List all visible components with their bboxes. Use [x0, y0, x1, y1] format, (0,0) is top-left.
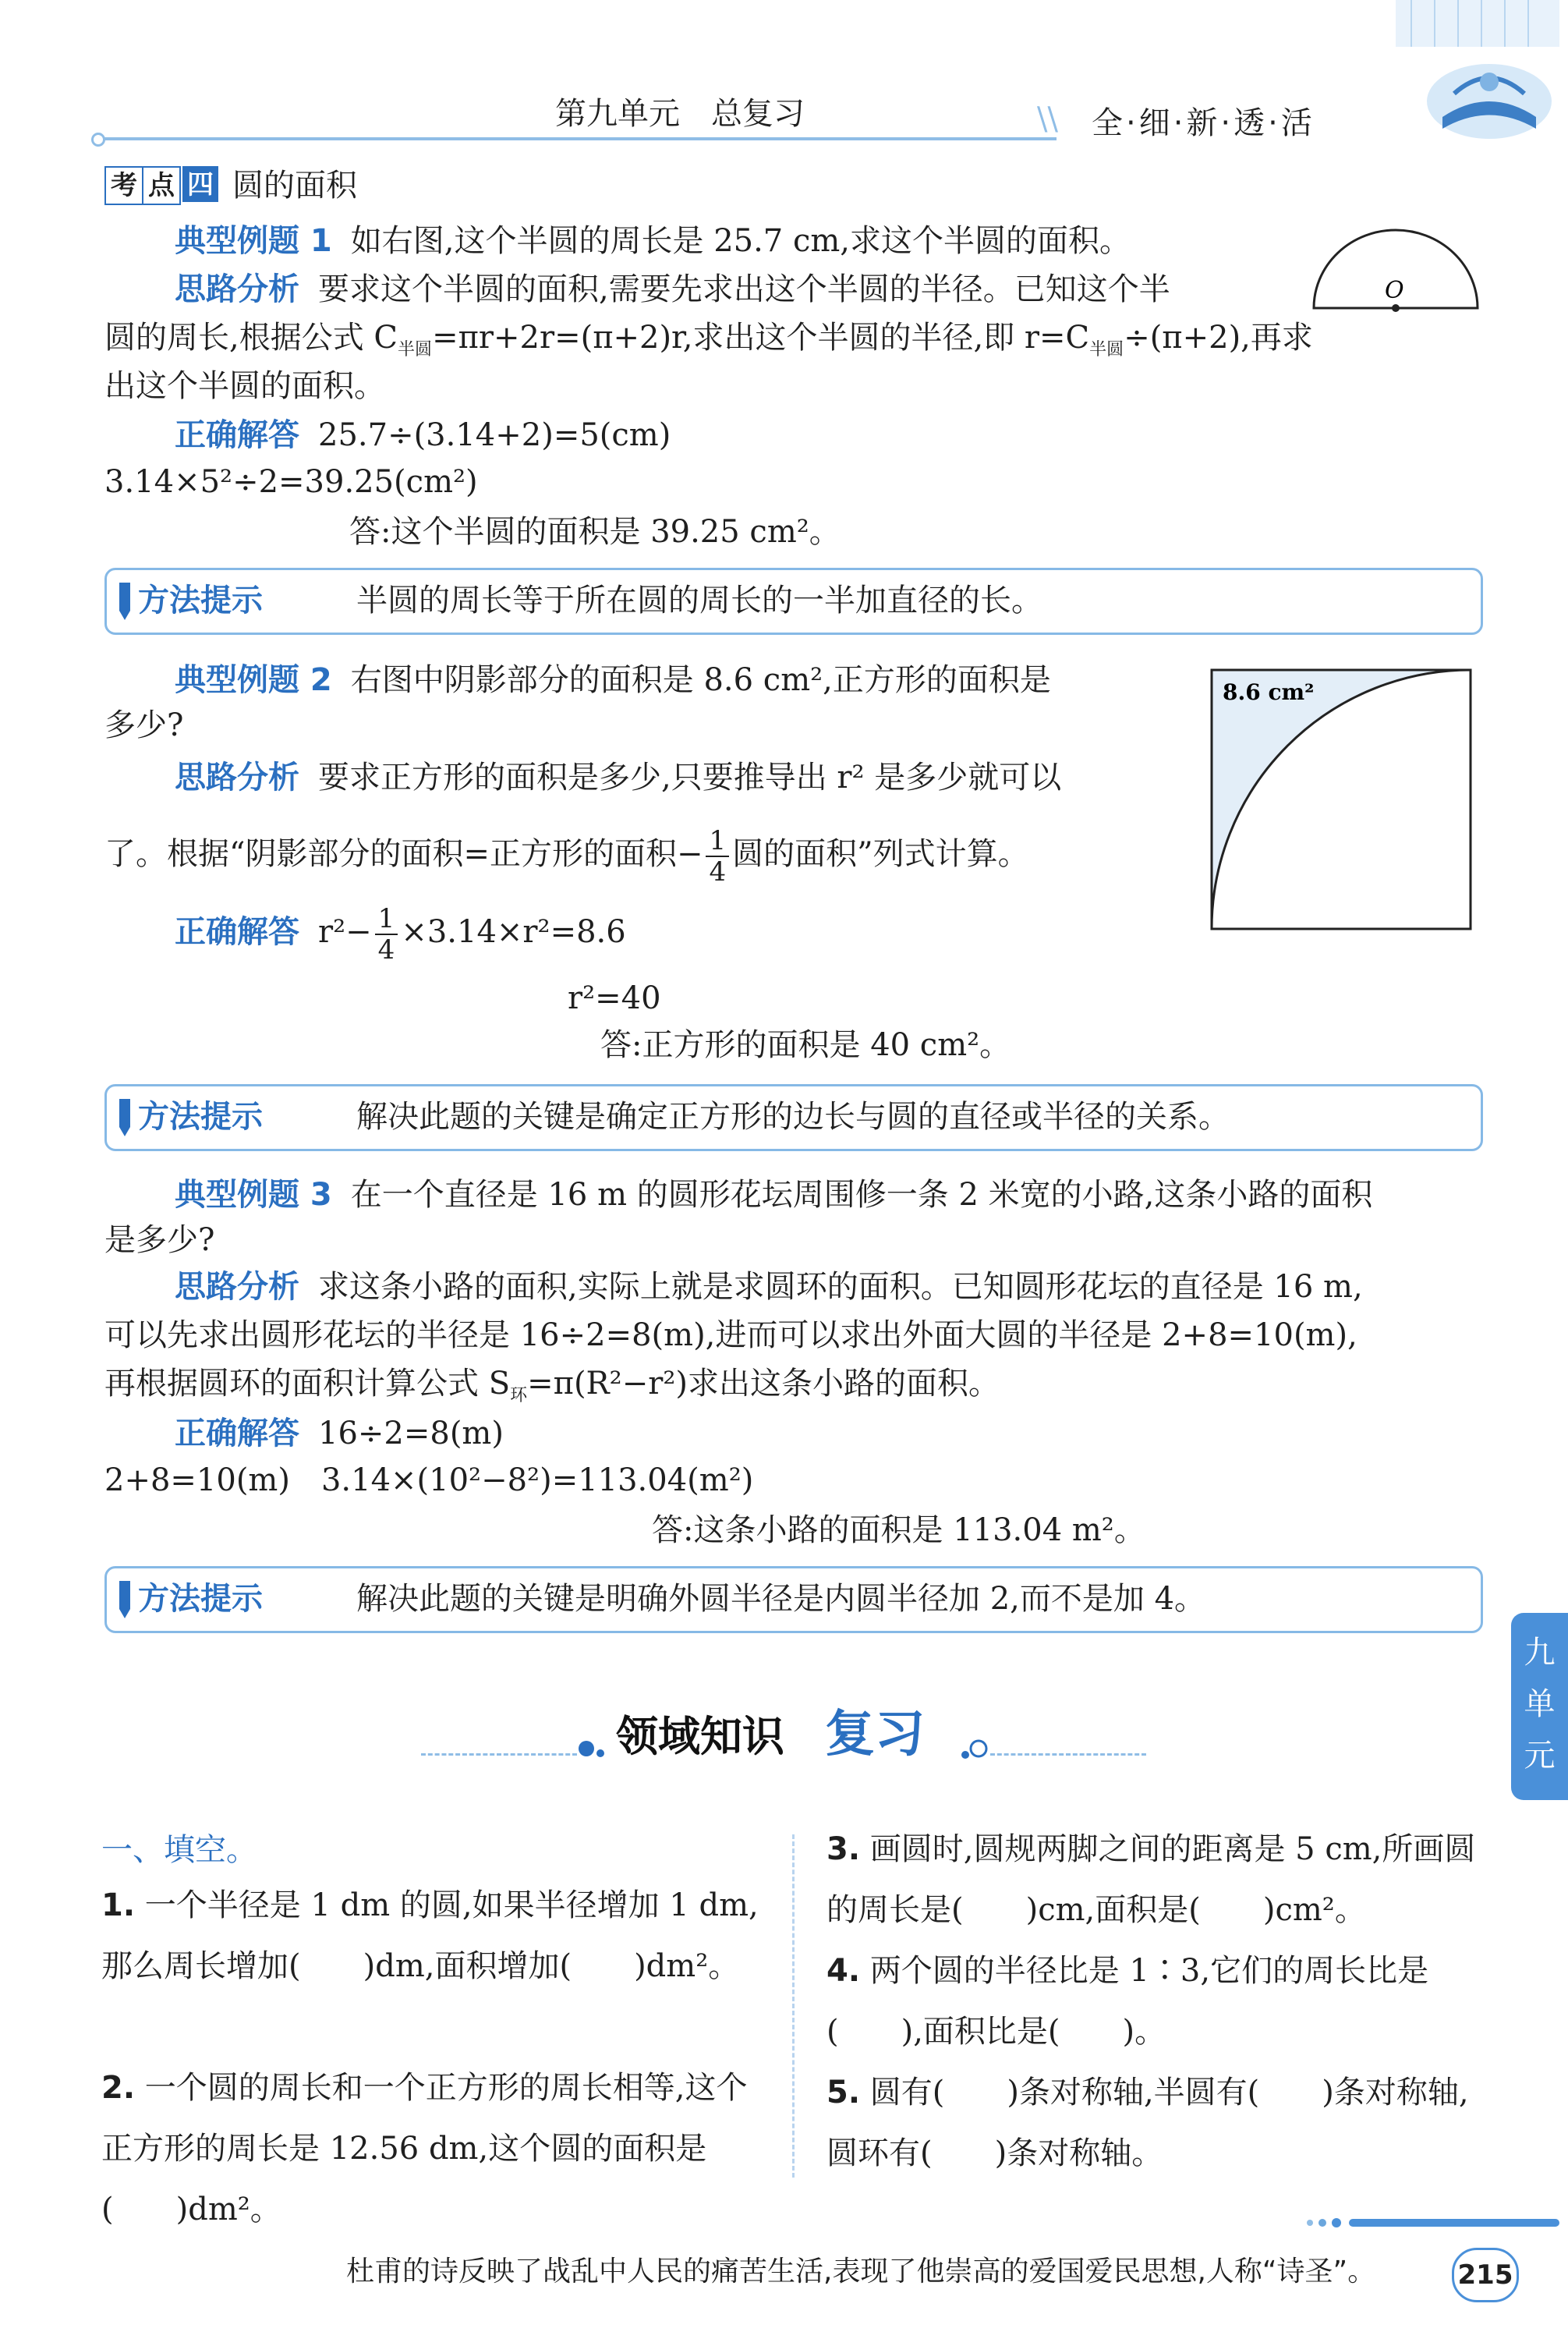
pencil-icon	[113, 1096, 136, 1139]
ex2-analysis-2b: 圆的面积”列式计算。	[732, 836, 1029, 872]
ex1-answer-line2	[104, 457, 478, 507]
q2-text: 一个圆的周长和一个正方形的周长相等,这个正方形的周长是 12.56 dm,这个圆的面积是( )dm²。	[101, 2070, 748, 2227]
review-banner-line-left	[421, 1753, 577, 1756]
ex3-answer-line1	[175, 1409, 504, 1458]
frac-num: 1	[706, 826, 729, 857]
q1-text: 一个半径是 1 dm 的圆,如果半径增加 1 dm,那么周长增加( )dm,面积增加( )dm²。	[101, 1887, 759, 1984]
frac2-num: 1	[375, 904, 398, 935]
ex1-answer-1: 25.7÷(3.14+2)=5(cm)	[318, 417, 671, 453]
section-tag-c: 四	[182, 166, 218, 202]
column-divider	[792, 1834, 795, 2178]
ex2-answer-1a: r²−	[318, 914, 372, 950]
side-tab-char-3: 元	[1524, 1738, 1556, 1774]
q5-text: 圆有( )条对称轴,半圆有( )条对称轴,圆环有( )条对称轴。	[826, 2075, 1469, 2171]
ex3-analysis-2: 可以先求出圆形花坛的半径是 16÷2=8(m),进而可以求出外面大圆的半径是 2+8=10(m),	[104, 1317, 1357, 1353]
pencil-icon	[113, 579, 136, 623]
unit-title: 第九单元 总复习	[555, 96, 805, 132]
exercise-q2	[101, 2057, 772, 2240]
ex2-answer-label: 正确解答	[175, 914, 299, 950]
ex1-analysis-2-sub: 半圆	[398, 340, 433, 360]
method-tip-3	[104, 1566, 1483, 1633]
ex3-label: 典型例题 3	[175, 1177, 332, 1213]
q3-text: 画圆时,圆规两脚之间的距离是 5 cm,所画圆的周长是( )cm,面积是( )cm²。	[826, 1831, 1476, 1928]
ex3-question-line1	[175, 1170, 1372, 1220]
ex3-answer-3: 答:这条小路的面积是 113.04 m²。	[652, 1512, 1145, 1548]
section-tag-a: 考	[104, 166, 143, 205]
q4-number: 4.	[826, 1953, 861, 1989]
ex2-question-2: 多少?	[104, 707, 184, 743]
ex1-analysis-line3	[104, 361, 385, 411]
ex2-analysis-line2	[104, 819, 1029, 889]
header-line-dot	[91, 133, 105, 147]
tip1-label: 方法提示	[138, 583, 263, 618]
unit-side-tab	[1511, 1613, 1568, 1800]
ex3-answer-line3	[652, 1505, 1145, 1555]
ex3-analysis-label: 思路分析	[175, 1269, 299, 1305]
q5-number: 5.	[826, 2075, 861, 2110]
ex1-analysis-2-sub-b: 半圆	[1089, 340, 1124, 360]
q3-number: 3.	[826, 1831, 861, 1867]
tip3-text: 解决此题的关键是明确外圆半径是内圆半径加 2,而不是加 4。	[356, 1581, 1206, 1617]
ex3-analysis-line3	[104, 1359, 1000, 1409]
ex3-answer-1: 16÷2=8(m)	[318, 1416, 504, 1451]
ex2-analysis-label: 思路分析	[175, 760, 299, 796]
shaded-area-label: 8.6 cm²	[1223, 679, 1315, 705]
ex3-analysis-line1	[175, 1262, 1363, 1312]
ex2-label: 典型例题 2	[175, 662, 332, 698]
review-title-b: 复习	[825, 1706, 925, 1763]
tip1-text: 半圆的周长等于所在圆的周长的一半加直径的长。	[356, 583, 1042, 618]
ex2-answer-line2	[568, 973, 661, 1023]
ex1-analysis-2a: 圆的周长,根据公式 C	[104, 320, 398, 356]
section-tag-b: 点	[143, 166, 181, 205]
ex1-analysis-3: 出这个半圆的面积。	[104, 368, 385, 404]
exercise-q4	[826, 1940, 1489, 2062]
ex2-question-line2	[104, 700, 183, 750]
review-banner	[577, 1705, 990, 1767]
ex3-analysis-line2	[104, 1310, 1357, 1360]
tip3-label: 方法提示	[138, 1581, 263, 1617]
ex3-analysis-3a: 再根据圆环的面积计算公式 S	[104, 1366, 511, 1402]
ex3-analysis-3-sub: 环	[510, 1386, 528, 1405]
ex2-answer-3: 答:正方形的面积是 40 cm²。	[600, 1027, 1011, 1063]
ex1-answer-3: 答:这个半圆的面积是 39.25 cm²。	[349, 514, 841, 550]
ex1-label: 典型例题 1	[175, 223, 332, 259]
header-line	[97, 137, 1057, 140]
tip2-text: 解决此题的关键是确定正方形的边长与圆的直径或半径的关系。	[356, 1099, 1230, 1135]
method-tip-1	[104, 568, 1483, 635]
ex2-answer-line3	[600, 1020, 1011, 1070]
pencil-icon	[113, 1578, 136, 1621]
ex1-analysis-2c: ÷(π+2),再求	[1124, 320, 1313, 356]
ex3-analysis-1: 求这条小路的面积,实际上就是求圆环的面积。已知圆形花坛的直径是 16 m,	[318, 1269, 1363, 1305]
quarter-circle-figure	[1209, 667, 1474, 932]
ex3-answer-2: 2+8=10(m) 3.14×(10²−8²)=113.04(m²)	[104, 1462, 754, 1498]
semicircle-figure	[1310, 226, 1481, 312]
ex1-question: 如右图,这个半圆的周长是 25.7 cm,求这个半圆的面积。	[350, 223, 1131, 259]
ex1-question-line	[175, 216, 1131, 266]
slash-marks: \\	[1037, 101, 1058, 137]
ex3-question-2: 是多少?	[104, 1222, 215, 1258]
ex1-answer-line3	[349, 507, 841, 557]
slogan: 全·细·新·透·活	[1092, 105, 1315, 141]
semicircle-center-label: O	[1385, 277, 1404, 304]
exercise-heading: 一、填空。	[101, 1832, 257, 1868]
ex1-answer-2: 3.14×5²÷2=39.25(cm²)	[104, 464, 478, 500]
fraction-one-quarter-2	[375, 904, 398, 965]
exercise-q1	[101, 1875, 772, 1997]
header-decoration	[1388, 0, 1568, 156]
ex2-answer-line1	[175, 897, 626, 967]
footer-note: 杜甫的诗反映了战乱中人民的痛苦生活,表现了他崇高的爱国爱民思想,人称“诗圣”。	[346, 2256, 1376, 2288]
q2-number: 2.	[101, 2070, 136, 2106]
exercise-q5	[826, 2062, 1489, 2184]
ex2-answer-2: r²=40	[568, 980, 661, 1016]
q1-number: 1.	[101, 1887, 136, 1923]
review-banner-line-right	[990, 1753, 1146, 1756]
ex2-question-line1	[175, 655, 1051, 705]
section-title: 圆的面积	[232, 168, 357, 204]
frac2-den: 4	[377, 934, 395, 966]
ex1-analysis-label: 思路分析	[175, 271, 299, 307]
side-tab-char-1: 九	[1524, 1635, 1556, 1671]
ex3-answer-label: 正确解答	[175, 1416, 299, 1451]
ex2-question-1: 右图中阴影部分的面积是 8.6 cm²,正方形的面积是	[350, 662, 1051, 698]
footer-dots	[1294, 2217, 1559, 2227]
review-title-a: 领域知识	[616, 1712, 784, 1761]
section-tag	[104, 166, 357, 205]
ex2-analysis-1: 要求正方形的面积是多少,只要推导出 r² 是多少就可以	[318, 760, 1062, 796]
ex3-question-1: 在一个直径是 16 m 的圆形花坛周围修一条 2 米宽的小路,这条小路的面积	[350, 1177, 1373, 1213]
ex2-analysis-2a: 了。根据“阴影部分的面积=正方形的面积−	[104, 836, 703, 872]
method-tip-2	[104, 1084, 1483, 1151]
ex3-analysis-3b: =π(R²−r²)求出这条小路的面积。	[527, 1366, 1000, 1402]
page-number: 215	[1452, 2248, 1519, 2302]
ex1-analysis-line2	[104, 313, 1313, 363]
ex2-analysis-line1	[175, 753, 1061, 803]
footer-dots-icon	[1294, 2217, 1559, 2228]
q4-text: 两个圆的半径比是 1∶3,它们的周长比是( ),面积比是( )。	[826, 1953, 1429, 2050]
side-tab-char-2: 单	[1524, 1686, 1556, 1722]
fraction-one-quarter	[706, 826, 729, 887]
exercise-q3	[826, 1819, 1489, 1940]
ex3-question-line2	[104, 1215, 214, 1265]
ex1-answer-line1	[175, 410, 671, 460]
frac-den: 4	[709, 856, 727, 888]
ex1-analysis-line1	[175, 264, 1170, 314]
ex1-answer-label: 正确解答	[175, 417, 299, 453]
ex1-analysis-2b: =πr+2r=(π+2)r,求出这个半圆的半径,即 r=C	[432, 320, 1090, 356]
ex1-analysis-1: 要求这个半圆的面积,需要先求出这个半圆的半径。已知这个半	[318, 271, 1170, 307]
ex3-answer-line2	[104, 1455, 753, 1505]
tip2-label: 方法提示	[138, 1099, 263, 1135]
book-emblem-icon	[1388, 0, 1568, 156]
ex2-answer-1b: ×3.14×r²=8.6	[401, 914, 626, 950]
